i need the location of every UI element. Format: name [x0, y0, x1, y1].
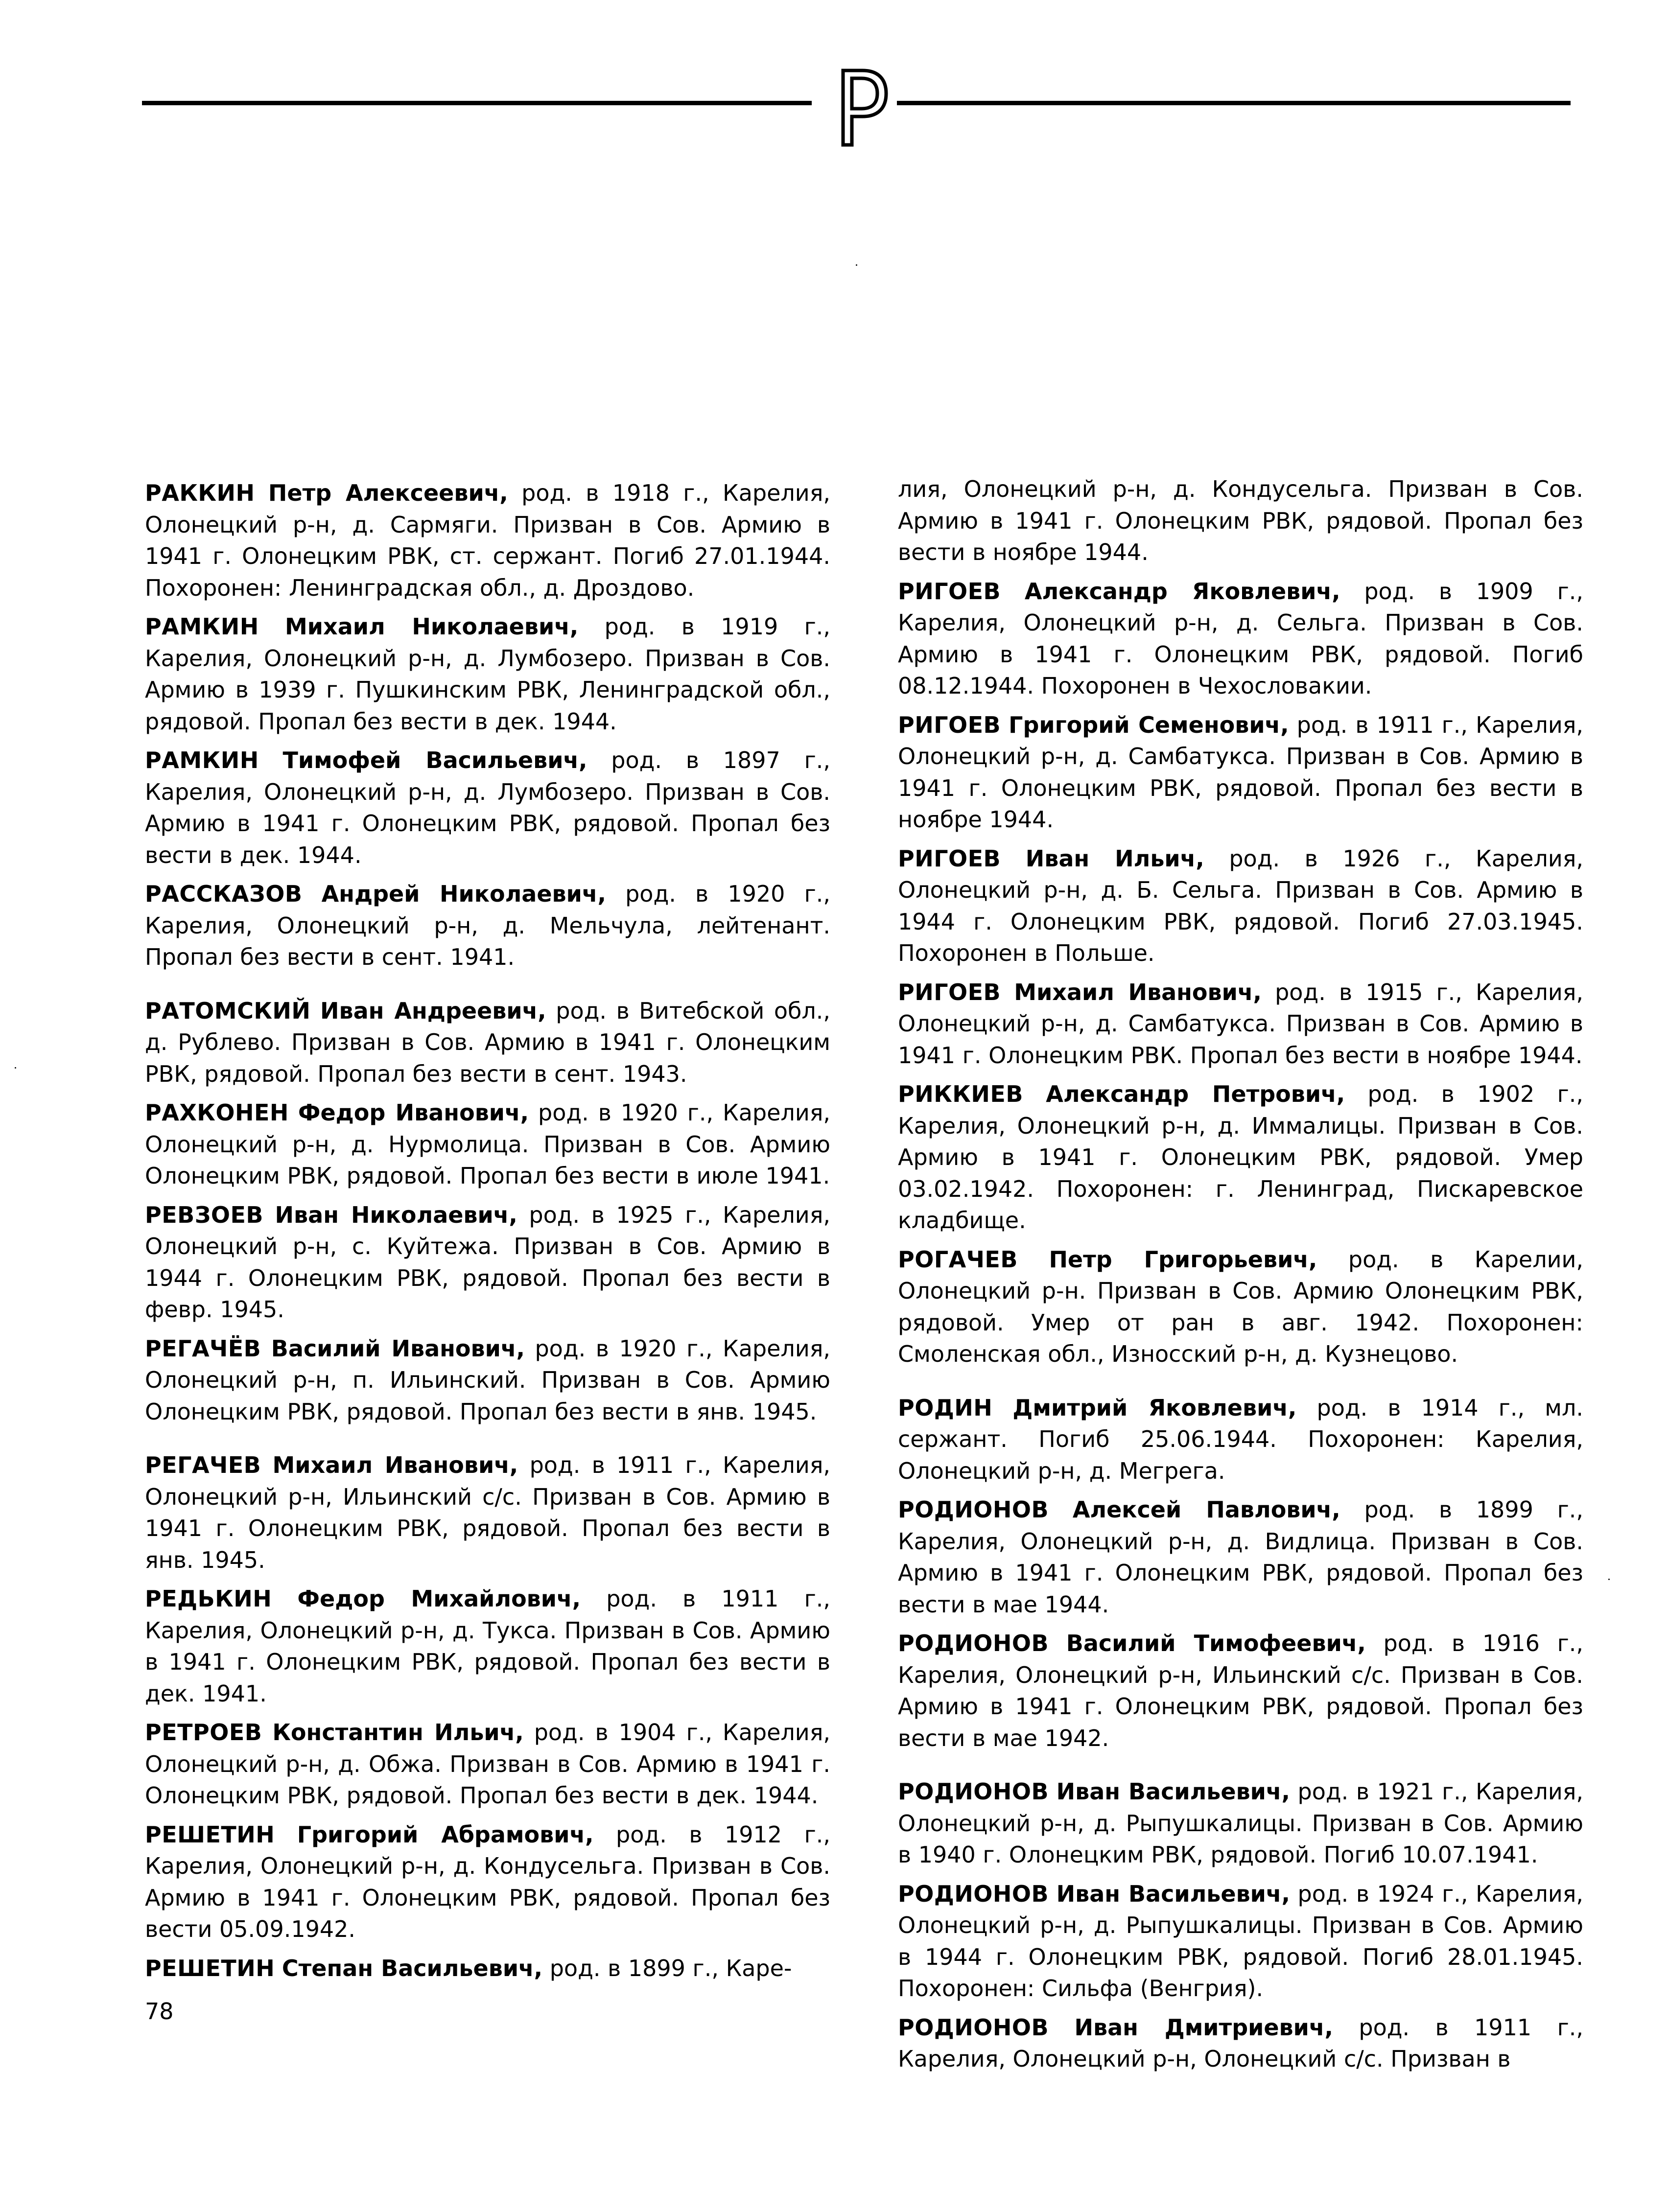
- entry: [145, 477, 830, 604]
- entry-given-name: Григорий Семенович,: [1009, 711, 1289, 738]
- scan-speck: [15, 1067, 16, 1069]
- entry-given-name: Григорий Абрамович,: [297, 1821, 594, 1848]
- entry-given-name: Иван Николаевич,: [275, 1201, 517, 1228]
- entry: [145, 1953, 830, 1984]
- entry-surname: РОДИОНОВ: [898, 1778, 1049, 1805]
- entry-text: род. в 1916 г., Карелия, Олонецкий р-н, Ильинский с/с. Призван в Сов. Армию в 1941 г. Олонецким РВК, рядовой. Пропал без вести в мае 1942.: [898, 1630, 1583, 1751]
- entry-surname: РЕГАЧЁВ: [145, 1335, 261, 1362]
- entry-given-name: Иван Дмитриевич,: [1074, 2014, 1333, 2041]
- entry: [145, 1449, 830, 1576]
- entry-given-name: Тимофей Васильевич,: [282, 747, 587, 773]
- entry: [898, 1878, 1583, 2004]
- entry-text: род. в 1899 г., Каре-: [542, 1955, 792, 1981]
- header-rule-right: [897, 101, 1571, 105]
- entry-surname: РОДИОНОВ: [898, 1880, 1049, 1907]
- left-column: [145, 477, 830, 1991]
- entry-given-name: Иван Ильич,: [1025, 845, 1204, 872]
- entry-text: род. в 1911 г., Карелия, Олонецкий р-н, д. Самбатукса. Призван в Сов. Армию в 1941 г. Олонецким РВК, рядовой. Пропал без вести в ноябре 1944.: [898, 711, 1584, 833]
- entry-surname: РЕТРОЕВ: [145, 1719, 262, 1746]
- entry-text: род. в 1904 г., Карелия, Олонецкий р-н, д. Обжа. Призван в Сов. Армию в 1941 г. Олонецким РВК, рядовой. Пропал без вести в дек. 1944.: [145, 1719, 830, 1809]
- entry-given-name: Федор Михайлович,: [297, 1585, 581, 1612]
- entry-surname: РАТОМСКИЙ: [145, 997, 311, 1024]
- entry-text: род. в 1899 г., Карелия, Олонецкий р-н, д. Видлица. Призван в Сов. Армию в 1941 г. Олонецким РВК, рядовой. Пропал без вести в мае 1944.: [898, 1496, 1584, 1618]
- page-number: 78: [145, 1998, 174, 2025]
- entry-given-name: Михаил Иванович,: [272, 1452, 518, 1478]
- entry: [898, 709, 1583, 836]
- entry-given-name: Андрей Николаевич,: [321, 881, 606, 907]
- entry-text: род. в 1920 г., Карелия, Олонецкий р-н, д. Мельчула, лейтенант. Пропал без вести в сент. 1941.: [145, 881, 830, 970]
- entry: [145, 1333, 830, 1428]
- entry: [898, 1494, 1583, 1620]
- entry-surname: РЕШЕТИН: [145, 1955, 275, 1981]
- entry-surname: РАМКИН: [145, 613, 259, 640]
- entry-surname: РЕВЗОЕВ: [145, 1201, 263, 1228]
- entry-given-name: Иван Васильевич,: [1056, 1880, 1290, 1907]
- entry-surname: РОДИОНОВ: [898, 2014, 1049, 2041]
- entry: [145, 878, 830, 973]
- section-letter-r-icon: [832, 67, 891, 150]
- entry: [145, 1097, 830, 1192]
- entry-surname: РОДИН: [898, 1394, 993, 1421]
- entry-surname: РИККИЕВ: [898, 1081, 1023, 1107]
- entry-surname: РАССКАЗОВ: [145, 881, 303, 907]
- entry: [145, 1717, 830, 1812]
- entry-text: род. в 1911 г., Карелия, Олонецкий р-н, Олонецкий с/с. Призван в: [898, 2014, 1583, 2072]
- entry-text: род. в 1911 г., Карелия, Олонецкий р-н, Ильинский с/с. Призван в Сов. Армию в 1941 г. Олонецким РВК, рядовой. Пропал без вести в янв. 1945.: [145, 1452, 831, 1573]
- entry: [898, 1628, 1583, 1754]
- entry-given-name: Александр Яковлевич,: [1024, 578, 1340, 605]
- entry: [898, 576, 1583, 702]
- entry-given-name: Михаил Иванович,: [1014, 978, 1262, 1005]
- entry: [145, 995, 830, 1090]
- entry-surname: РОГАЧЕВ: [898, 1246, 1018, 1273]
- entry-given-name: Дмитрий Яковлевич,: [1012, 1394, 1297, 1421]
- entry-text: род. в 1912 г., Карелия, Олонецкий р-н, д. Кондусельга. Призван в Сов. Армию в 1941 г. Олонецким РВК, рядовой. Пропал без вести 05.09.1942.: [145, 1821, 830, 1942]
- entry-surname: РАХКОНЕН: [145, 1099, 289, 1126]
- entry-given-name: Иван Андреевич,: [320, 997, 546, 1024]
- entry-given-name: Константин Ильич,: [272, 1719, 524, 1746]
- entry: [898, 2012, 1583, 2075]
- entry: [898, 1244, 1583, 1370]
- entry-text: род. в 1911 г., Карелия, Олонецкий р-н, д. Тукса. Призван в Сов. Армию в 1941 г. Олонецким РВК, рядовой. Пропал без вести в дек. 1941.: [145, 1585, 830, 1707]
- scan-speck: [1608, 1579, 1610, 1580]
- entry-text: род. в 1926 г., Карелия, Олонецкий р-н, д. Б. Сельга. Призван в Сов. Армию в 1944 г. Олонецким РВК, рядовой. Погиб 27.03.1945. Похоронен в Польше.: [898, 845, 1584, 966]
- entry-text: род. в 1921 г., Карелия, Олонецкий р-н, д. Рыпушкалицы. Призван в Сов. Армию в 1940 г. Олонецким РВК, рядовой. Погиб 10.07.1941.: [898, 1778, 1584, 1868]
- entry-given-name: Михаил Николаевич,: [285, 613, 579, 640]
- entry-text: род. в 1925 г., Карелия, Олонецкий р-н, с. Куйтежа. Призван в Сов. Армию в 1944 г. Олонецким РВК, рядовой. Пропал без вести в февр. 1945.: [145, 1201, 830, 1323]
- entry-given-name: Александр Петрович,: [1046, 1081, 1345, 1107]
- entry-surname: РИГОЕВ: [898, 578, 1001, 605]
- entry-surname: РИГОЕВ: [898, 978, 1001, 1005]
- entry-surname: РИГОЕВ: [898, 711, 1001, 738]
- entry-surname: РЕГАЧЕВ: [145, 1452, 261, 1478]
- entry-surname: РАККИН: [145, 480, 255, 506]
- entry-text: род. в 1918 г., Карелия, Олонецкий р-н, д. Сармяги. Призван в Сов. Армию в 1941 г. Олонецким РВК, ст. сержант. Погиб 27.01.1944. Похоронен: Ленинградская обл., д. Дроздово.: [145, 480, 830, 601]
- entry-text: род. в Карелии, Олонецкий р-н. Призван в Сов. Армию Олонецким РВК, рядовой. Умер от ран в авг. 1942. Похоронен: Смоленская обл., Износский р-н, д. Кузнецово.: [898, 1246, 1584, 1367]
- entry-text: род. в 1919 г., Карелия, Олонецкий р-н, д. Лумбозеро. Призван в Сов. Армию в 1939 г. Пушкинским РВК, Ленинградской обл., рядовой. Пропал без вести в дек. 1944.: [145, 613, 830, 735]
- entry-given-name: Петр Григорьевич,: [1049, 1246, 1317, 1273]
- entry-text: род. в 1915 г., Карелия, Олонецкий р-н, д. Самбатукса. Призван в Сов. Армию в 1941 г. Олонецким РВК. Пропал без вести в ноябре 1944.: [898, 978, 1584, 1069]
- entry: [145, 1819, 830, 1945]
- entry-given-name: Алексей Павлович,: [1072, 1496, 1340, 1523]
- entry-surname: РЕДЬКИН: [145, 1585, 272, 1612]
- entry-given-name: Степан Васильевич,: [282, 1955, 543, 1981]
- entry: [145, 745, 830, 871]
- entry-text: род. в 1920 г., Карелия, Олонецкий р-н, д. Нурмолица. Призван в Сов. Армию Олонецким РВК, рядовой. Пропал без вести в июле 1941.: [145, 1099, 831, 1189]
- entry-text: род. в 1924 г., Карелия, Олонецкий р-н, д. Рыпушкалицы. Призван в Сов. Армию в 1944 г. Олонецким РВК, рядовой. Погиб 28.01.1945. Похоронен: Сильфа (Венгрия).: [898, 1880, 1584, 2002]
- entry-given-name: Иван Васильевич,: [1056, 1778, 1290, 1805]
- entry: [145, 1583, 830, 1709]
- entry: [898, 1078, 1583, 1236]
- entry-text: род. в Витебской обл., д. Рублево. Призван в Сов. Армию в 1941 г. Олонецким РВК, рядовой. Пропал без вести в сент. 1943.: [145, 997, 831, 1087]
- entry-surname: РАМКИН: [145, 747, 259, 773]
- header-rule-left: [142, 101, 812, 105]
- entry: [145, 1199, 830, 1326]
- right-column: [898, 473, 1583, 2082]
- entry: [145, 611, 830, 737]
- entry-surname: РЕШЕТИН: [145, 1821, 275, 1848]
- entry-text: род. в 1914 г., мл. сержант. Погиб 25.06.1944. Похоронен: Карелия, Олонецкий р-н, д. Мегрега.: [898, 1394, 1584, 1484]
- entry-given-name: Петр Алексеевич,: [268, 480, 508, 506]
- scan-speck: [856, 264, 857, 266]
- entry-given-name: Федор Иванович,: [298, 1099, 529, 1126]
- entry-text: род. в 1920 г., Карелия, Олонецкий р-н, п. Ильинский. Призван в Сов. Армию Олонецким РВК, рядовой. Пропал без вести в янв. 1945.: [145, 1335, 831, 1425]
- entry-surname: РИГОЕВ: [898, 845, 1001, 872]
- entry-surname: РОДИОНОВ: [898, 1496, 1049, 1523]
- entry-text: род. в 1902 г., Карелия, Олонецкий р-н, д. Иммалицы. Призван в Сов. Армию в 1941 г. Олонецким РВК, рядовой. Умер 03.02.1942. Похоронен: г. Ленинград, Пискаревское кладбище.: [898, 1081, 1583, 1234]
- entry: [898, 843, 1583, 969]
- entry-surname: РОДИОНОВ: [898, 1630, 1049, 1656]
- entry: [898, 1776, 1583, 1871]
- entry-text: род. в 1897 г., Карелия, Олонецкий р-н, д. Лумбозеро. Призван в Сов. Армию в 1941 г. Олонецким РВК, рядовой. Пропал без вести в дек. 1944.: [145, 747, 830, 868]
- entry: [898, 1392, 1583, 1487]
- entry-given-name: Василий Иванович,: [271, 1335, 525, 1362]
- entry-continuation: лия, Олонецкий р-н, д. Кондусельга. Призван в Сов. Армию в 1941 г. Олонецким РВК, рядовой. Пропал без вести в ноябре 1944.: [898, 476, 1583, 565]
- entry: [898, 977, 1583, 1071]
- entry-given-name: Василий Тимофеевич,: [1066, 1630, 1366, 1656]
- entry-text: род. в 1909 г., Карелия, Олонецкий р-н, д. Сельга. Призван в Сов. Армию в 1941 г. Олонецким РВК, рядовой. Погиб 08.12.1944. Похоронен в Чехословакии.: [898, 578, 1583, 699]
